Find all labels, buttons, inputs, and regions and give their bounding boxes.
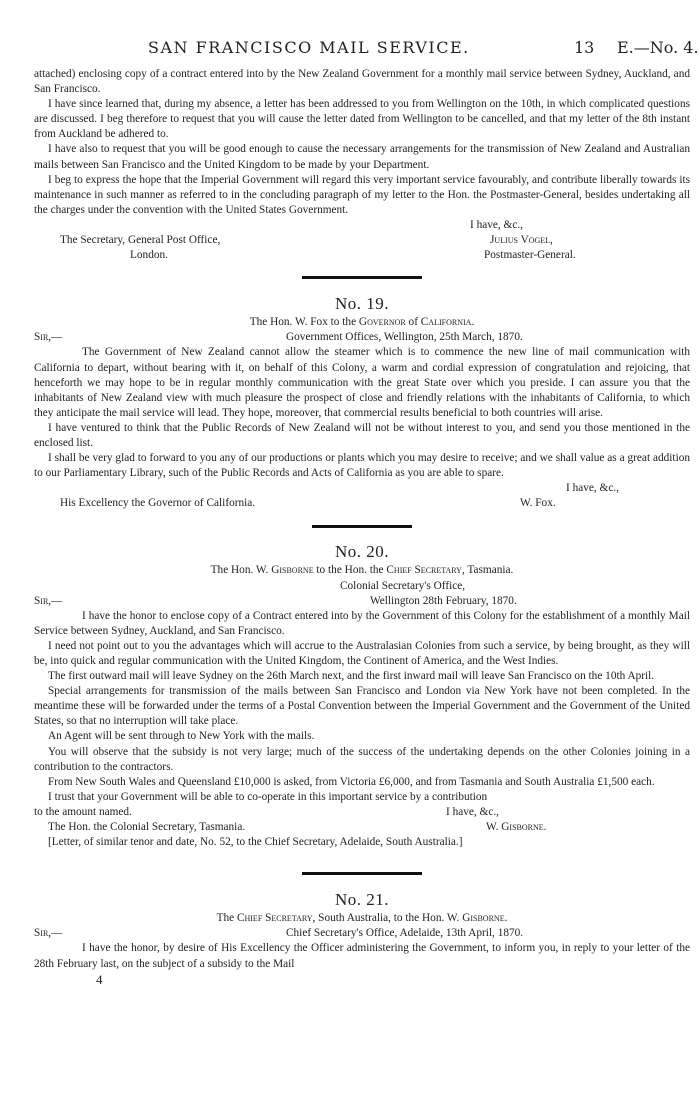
letter-number: No. 19.: [334, 294, 390, 314]
heading-text: Chief Secretary: [386, 564, 462, 577]
heading-text: of: [405, 316, 421, 329]
closing-row: [34, 218, 690, 233]
heading-text: .: [504, 912, 508, 925]
heading-text: .: [471, 316, 475, 329]
page-number: 13: [574, 38, 595, 57]
document-body: [34, 67, 690, 987]
heading-text: to the Hon. the: [313, 564, 387, 577]
dateline: Government Offices, Wellington, 25th March, 1870.: [286, 331, 523, 344]
salutation-row: [34, 926, 690, 941]
heading-text: The Hon. W. Fox to the: [249, 316, 359, 329]
closing-row: [34, 805, 690, 820]
paper-reference: E.—No. 4.: [617, 38, 699, 57]
signature-row: [34, 248, 690, 263]
heading-text: , South Australia, to the Hon. W.: [312, 912, 463, 925]
addressee: His Excellency the Governor of California.: [60, 497, 256, 510]
salutation-row: [34, 330, 690, 345]
signature-row: [34, 496, 690, 511]
signer-title: Postmaster-General.: [484, 249, 576, 262]
letter-heading: [34, 563, 690, 578]
salutation: Sir,—: [34, 927, 63, 940]
paragraph: I have the honor, by desire of His Excellency the Officer administering the Government, to inform you, in reply to your letter of the 28th February last, on the subject of a subsidy to the Mail: [34, 942, 690, 970]
paragraph: From New South Wales and Queensland £10,000 is asked, from Victoria £6,000, and from Tasmania and South Australia £1,500 each.: [48, 775, 655, 788]
letter-continuation: [34, 67, 690, 263]
letter-number: No. 21.: [334, 890, 390, 910]
office-row: [34, 579, 690, 594]
signer: W. Gisborne.: [486, 821, 547, 834]
signer: W. Fox.: [520, 497, 556, 510]
heading-text: California: [420, 316, 472, 329]
letter-no-20: [34, 541, 690, 850]
footer-row: [34, 972, 690, 987]
letter-no-21: [34, 889, 690, 986]
header-title: SAN FRANCISCO MAIL SERVICE.: [148, 38, 470, 57]
closing: I have, &c.,: [566, 482, 620, 495]
paragraph: Special arrangements for transmission of the mails between San Francisco and London via New York have not been completed. In the meantime these will be forwarded under the terms of a Postal Convention between the Imperial Government and the Government of the United States, so that no interruption will take place.: [34, 685, 690, 728]
section-divider: [302, 276, 422, 279]
addressee: The Secretary, General Post Office,: [60, 234, 221, 247]
heading-text: Governor: [358, 316, 406, 329]
heading-text: Gisborne: [271, 564, 314, 577]
letter-heading: [34, 911, 690, 926]
signature-mark: 4: [96, 971, 103, 987]
section-divider: [302, 872, 422, 875]
addressee-city: London.: [130, 249, 168, 262]
note-row: [34, 835, 690, 850]
closing-row: [34, 481, 690, 496]
letter-number: No. 20.: [334, 542, 390, 562]
running-header: [0, 38, 700, 60]
editorial-note: [Letter, of similar tenor and date, No. 52, to the Chief Secretary, Adelaide, South Australia.]: [48, 836, 463, 849]
paragraph: I beg to express the hope that the Imperial Government will regard this very important service favourably, and contribute liberally towards its maintenance in such manner as referred to in the concluding paragraph of my letter to the Hon. the Postmaster-General, besides undertaking all the charges under the convention with the United States Government.: [34, 173, 690, 216]
paragraph: I have since learned that, during my absence, a letter has been addressed to you from Wellington on the 10th, in which complicated questions are discussed. I beg therefore to request that you will cause the letter dated from Wellington to be cancelled, and that my letter of the 8th instant from Auckland be adhered to.: [34, 98, 690, 141]
section-divider: [312, 525, 412, 528]
paragraph: I have also to request that you will be good enough to cause the necessary arrangements for the transmission of New Zealand and Australian mails between San Francisco and the United Kingdom to be made by your Department.: [34, 143, 690, 171]
salutation: Sir,—: [34, 594, 63, 607]
heading-text: Chief Secretary: [236, 912, 313, 925]
closing: I have, &c.,: [470, 218, 524, 231]
paragraph: The Government of New Zealand cannot allow the steamer which is to commence the new line of mail communication with California to depart, without bearing with it, on behalf of this Colony, a warm and cordial expression of congratulation and rejoicing, that henceforth we may hope to be in regular monthly communication with the great State over which you preside. I can assure you that the inhabitants of New Zealand view with much pleasure the prospect of close and friendly relations with the inhabitants of California, to which they anticipate the mail service will lead. They hope, moreover, that commercial results beneficial to both countries will arise.: [34, 346, 690, 419]
paragraph: I trust that your Government will be able to co-operate in this important service by a contribution: [48, 790, 488, 803]
letter-no-19: [34, 293, 690, 511]
addressee: The Hon. the Colonial Secretary, Tasmania.: [48, 821, 246, 834]
paragraph: I need not point out to you the advantages which will accrue to the Australasian Colonies from such a service, by being brought, as they will be, into quick and regular communication with the United Kingdom, the Continent of America, and the West Indies.: [34, 639, 690, 667]
signer-name: Julius Vogel,: [490, 234, 553, 247]
dateline: Wellington 28th February, 1870.: [370, 594, 517, 607]
paragraph-end: to the amount named.: [34, 805, 132, 818]
salutation-row: [34, 594, 690, 609]
closing: I have, &c.,: [446, 805, 500, 818]
paragraph: attached) enclosing copy of a contract entered into by the New Zealand Government for a monthly mail service between Sydney, Auckland, and San Francisco.: [34, 68, 690, 96]
signature-row: [34, 820, 690, 835]
heading-text: Gisborne: [462, 912, 505, 925]
letter-heading: [34, 315, 690, 330]
salutation: Sir,—: [34, 331, 63, 344]
heading-text: The: [216, 912, 237, 925]
paragraph: An Agent will be sent through to New York with the mails.: [48, 730, 315, 743]
paragraph: I have ventured to think that the Public Records of New Zealand will not be without interest to you, and send you those mentioned in the enclosed list.: [34, 421, 690, 449]
office: Colonial Secretary's Office,: [340, 579, 466, 592]
dateline: Chief Secretary's Office, Adelaide, 13th April, 1870.: [286, 927, 524, 940]
paragraph: The first outward mail will leave Sydney on the 26th March next, and the first inward mail will leave San Francisco on the 10th April.: [48, 670, 655, 683]
paragraph: You will observe that the subsidy is not very large; much of the success of the undertaking depends on the other Colonies joining in a contribution to the contractors.: [34, 745, 690, 773]
heading-text: , Tasmania.: [461, 564, 514, 577]
heading-text: The Hon. W.: [210, 564, 272, 577]
paragraph: I have the honor to enclose copy of a Contract entered into by the Government of this Colony for the establishment of a monthly Mail Service between Sydney, Auckland, and San Francisco.: [34, 609, 690, 637]
signature-row: [34, 233, 690, 248]
paragraph: I shall be very glad to forward to you any of our productions or plants which you may desire to receive; and we shall value as a great addition to our Parliamentary Library, such of the Public Records and Acts of California as you are able to spare.: [34, 452, 690, 480]
